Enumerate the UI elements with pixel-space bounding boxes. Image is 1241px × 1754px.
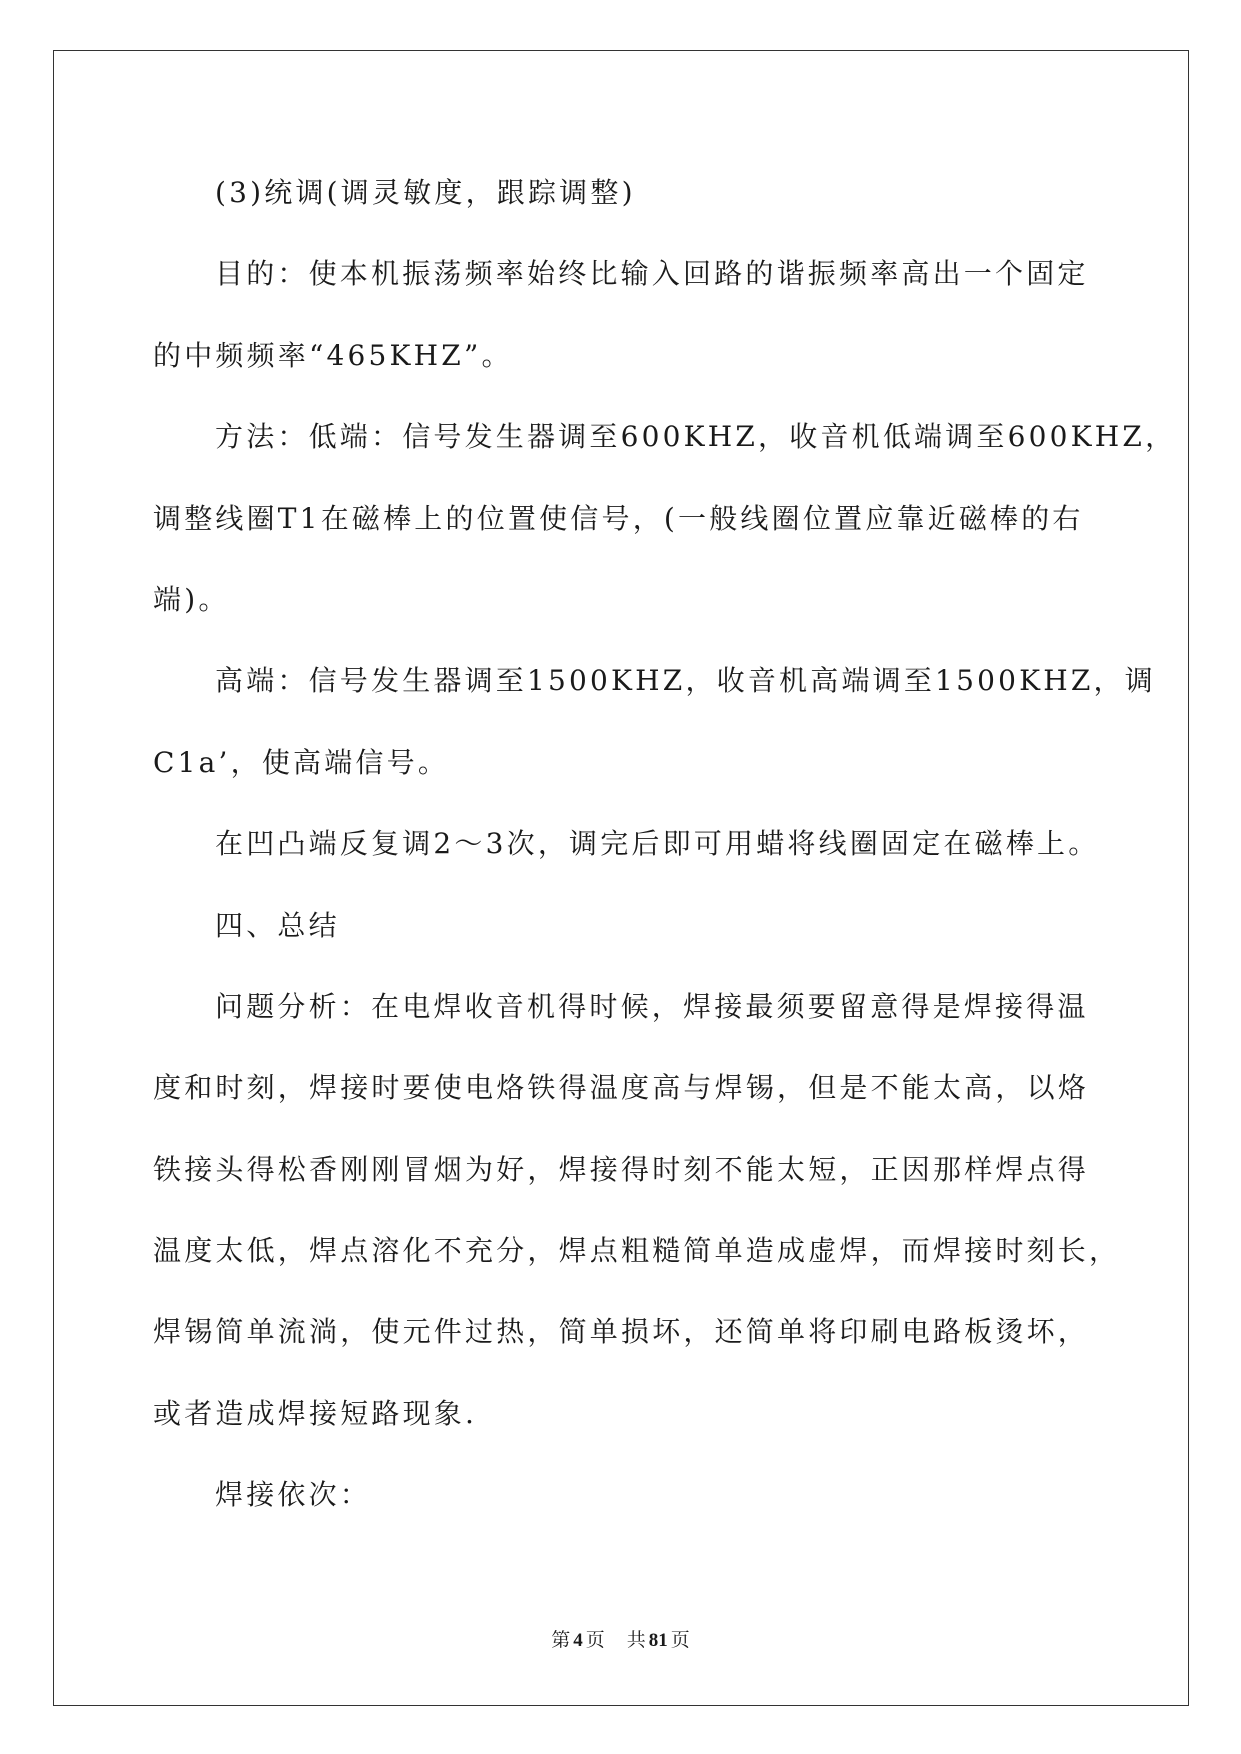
paragraph-line: 焊接依次：: [215, 1478, 372, 1512]
paragraph-line: 或者造成焊接短路现象.: [153, 1396, 478, 1430]
paragraph-line: 调整线圈T1在磁棒上的位置使信号，(一般线圈位置应靠近磁棒的右: [153, 501, 1084, 535]
subsection-heading: [153, 152, 1153, 233]
page-footer: [0, 1628, 1241, 1654]
page-label-before: 第: [551, 1630, 571, 1651]
paragraph-line: 温度太低，焊点溶化不充分，焊点粗糙简单造成虚焊，而焊接时刻长，: [153, 1234, 1121, 1268]
heading-line: (3)统调(调灵敏度，跟踪调整): [215, 176, 636, 209]
paragraph-line: 目的：使本机振荡频率始终比输入回路的谐振频率高出一个固定: [215, 257, 1089, 291]
paragraph-line: 在凹凸端反复调2～3次，调完后即可用蜡将线圈固定在磁棒上。: [215, 827, 1100, 861]
paragraph-line: 端)。: [153, 582, 230, 616]
paragraph-line: 焊锡简单流淌，使元件过热，简单损坏，还简单将印刷电路板烫坏，: [153, 1315, 1090, 1349]
paragraph-method: [153, 396, 1177, 640]
total-label-after: 页: [670, 1630, 690, 1651]
paragraph-line: C1a’，使高端信号。: [153, 745, 450, 779]
paragraph-welding-order: [153, 1454, 1153, 1535]
paragraph-repeat: [153, 803, 1153, 884]
section-heading: [153, 885, 1153, 966]
paragraph-analysis: [153, 966, 1153, 1454]
paragraph-line: 铁接头得松香刚刚冒烟为好，焊接得时刻不能太短，正因那样焊点得: [153, 1152, 1090, 1186]
total-label-before: 共: [626, 1630, 646, 1651]
paragraph-line: 的中频频率“465KHZ”。: [153, 338, 513, 372]
paragraph-line: 问题分析：在电焊收音机得时候，焊接最须要留意得是焊接得温: [215, 989, 1089, 1023]
current-page-number: 4: [573, 1630, 583, 1651]
page-label-after: 页: [585, 1630, 605, 1651]
total-pages-number: 81: [648, 1630, 668, 1651]
heading-line: 四、总结: [215, 908, 340, 942]
paragraph-purpose: [153, 233, 1153, 396]
document-body: [153, 152, 1177, 1536]
paragraph-line: 度和时刻，焊接时要使电烙铁得温度高与焊锡，但是不能太高，以烙: [153, 1071, 1090, 1105]
paragraph-line: 高端：信号发生器调至1500KHZ，收音机高端调至1500KHZ，调: [215, 664, 1156, 698]
paragraph-line: 方法：低端：信号发生器调至600KHZ，收音机低端调至600KHZ，: [215, 420, 1177, 454]
paragraph-high-end: [153, 640, 1156, 803]
